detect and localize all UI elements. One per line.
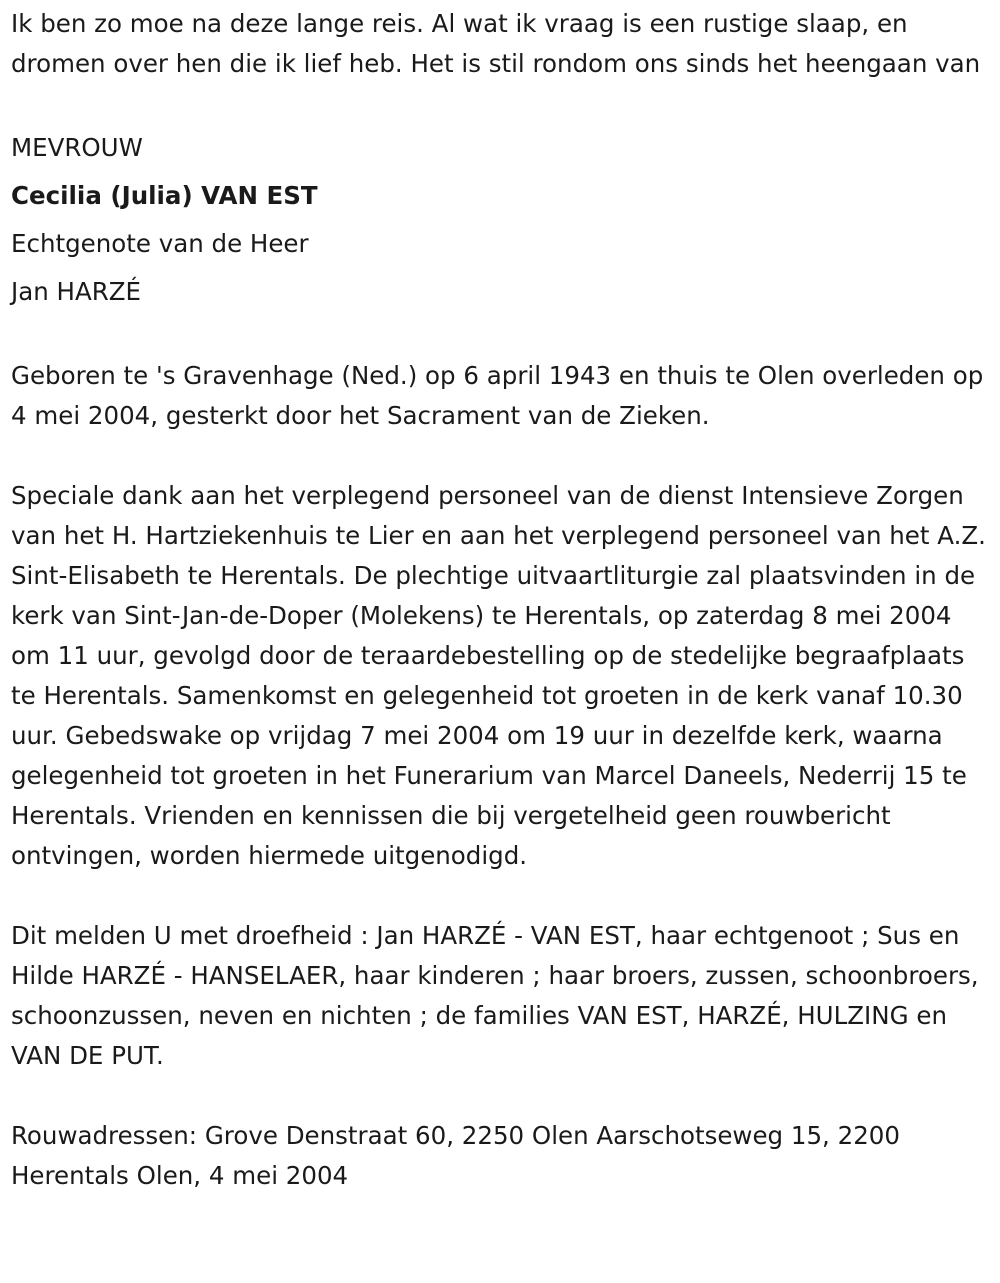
ceremony-paragraph: Speciale dank aan het verplegend personeel van de dienst Intensieve Zorgen van het H. Hartziekenhuis te Lier en aan het verplegend personeel van het A.Z. Sint-Elisabeth te Herentals. De plechtige uitvaartliturgie zal plaatsvinden in de kerk van Sint-Jan-de-Doper (Molekens) te Herentals, op zaterdag 8 mei 2004 om 11 uur, gevolgd door de teraardebestelling op de stedelijke begraafplaats te Herentals. Samenkomst en gelegenheid tot groeten in de kerk vanaf 10.30 uur. Gebedswake op vrijdag 7 mei 2004 om 19 uur in dezelfde kerk, waarna gelegenheid tot groeten in het Funerarium van Marcel Daneels, Nederrij 15 te Herentals. Vrienden en kennissen die bij vergetelheid geen rouwbericht ontvingen, worden hiermede uitgenodigd. bbox=[11, 481, 986, 870]
birth-death-paragraph: Geboren te 's Gravenhage (Ned.) op 6 april 1943 en thuis te Olen overleden op 4 mei 2004, gesterkt door het Sacrament van de Zieken. bbox=[11, 361, 984, 430]
addresses-paragraph: Rouwadressen: Grove Denstraat 60, 2250 Olen Aarschotseweg 15, 2200 Herentals Olen, 4 mei 2004 bbox=[11, 1121, 900, 1190]
spouse-name: Jan HARZÉ bbox=[11, 277, 142, 306]
deceased-block bbox=[11, 124, 990, 316]
intro-paragraph: Ik ben zo moe na deze lange reis. Al wat ik vraag is een rustige slaap, en dromen over hen die ik lief heb. Het is stil rondom ons sinds het heengaan van bbox=[11, 9, 981, 78]
family-paragraph: Dit melden U met droefheid : Jan HARZÉ - VAN EST, haar echtgenoot ; Sus en Hilde HARZÉ - HANSELAER, haar kinderen ; haar broers, zussen, schoonbroers, schoonzussen, neven en nichten ; de families VAN EST, HARZÉ, HULZING en VAN DE PUT. bbox=[11, 921, 979, 1070]
relation-label: Echtgenote van de Heer bbox=[11, 229, 309, 258]
honorific: MEVROUW bbox=[11, 133, 143, 162]
deceased-name: Cecilia (Julia) VAN EST bbox=[11, 181, 318, 210]
